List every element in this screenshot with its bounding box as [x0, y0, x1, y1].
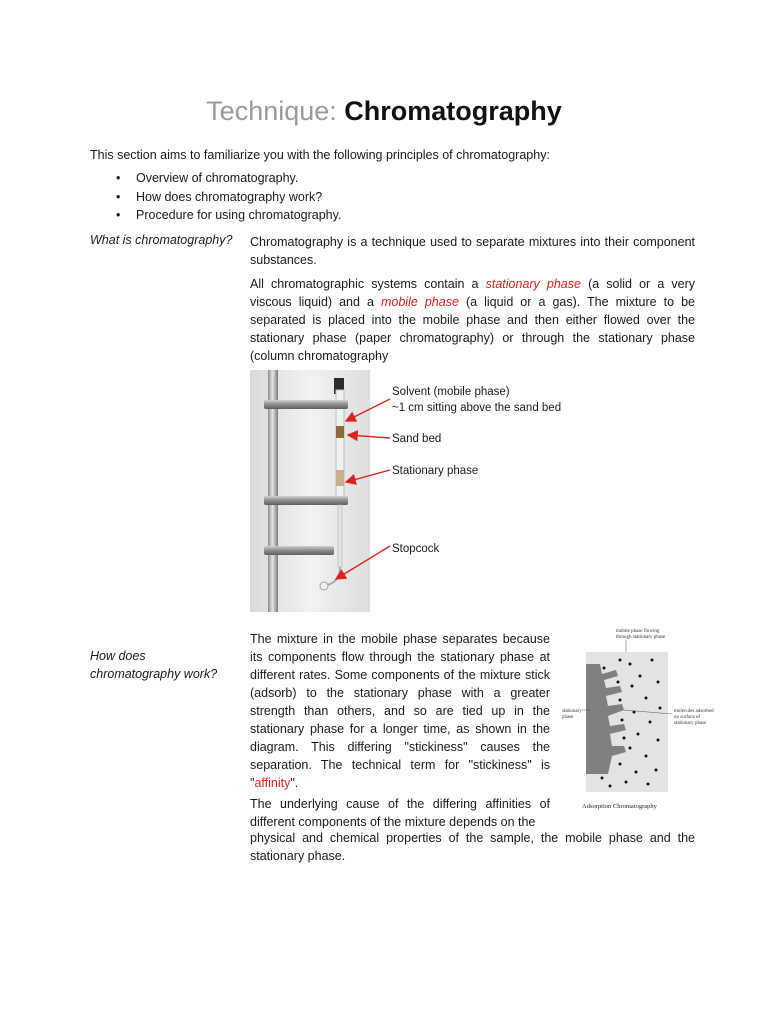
stopcock-tip	[320, 582, 328, 590]
title-main: Chromatography	[344, 96, 562, 126]
callout-solvent	[392, 384, 561, 416]
intro-bullet-list	[112, 169, 341, 225]
text-run: The mixture in the mobile phase separates because its components flow through the stationary phase at different rates. Some components of the mixture stick (adsorb) to the stationary phase with a greater strength than others, and so are tied up in the stationary phase for a longer time, as shown in the diagram. This differing "stickiness" causes the separation. The technical term for "stickiness" is "	[250, 632, 550, 790]
diagram-label-right-1: molecules adsorbed	[674, 709, 714, 714]
diagram-label-right-2: on surface of	[674, 715, 701, 720]
arrow-solvent	[346, 399, 390, 421]
text-run: (a liquid or a gas). The mixture to be separated is placed into the mobile phase and then either flowed over the stationary phase (paper chromatography) or through the stationary phase (column chromatography	[250, 295, 695, 363]
list-item: • Overview of chromatography.	[112, 169, 341, 188]
side-label-line2: chromatography work?	[90, 666, 218, 681]
diagram-caption: Adsorption Chromatography	[582, 803, 657, 810]
paragraph-phases	[250, 275, 695, 365]
arrow-sand-bed	[348, 435, 390, 438]
paragraph-separation	[250, 630, 550, 792]
diagram-label-left-1: stationary	[562, 709, 582, 714]
paragraph-affinity-cause-1: The underlying cause of the differing affinities of different components of the mixture depends on the	[250, 797, 550, 829]
text-run: ".	[290, 776, 299, 790]
clamp-bottom	[264, 546, 334, 555]
side-label-how-does	[90, 648, 217, 683]
adsorption-diagram	[560, 624, 714, 814]
list-item: • Procedure for using chromatography.	[112, 206, 341, 225]
title-prefix: Technique:	[206, 96, 345, 126]
page-title	[0, 96, 768, 127]
term-stationary-phase: stationary phase	[485, 277, 581, 291]
paragraph-affinity-cause-2: physical and chemical properties of the sample, the mobile phase and the stationary phase.	[250, 831, 695, 863]
list-item: • How does chromatography work?	[112, 188, 341, 207]
text-run: All chromatographic systems contain a	[250, 277, 486, 291]
callout-solvent-line1: Solvent (mobile phase)	[392, 386, 510, 398]
paragraph-definition: Chromatography is a technique used to separate mixtures into their component substances.	[250, 235, 695, 267]
diagram-label-top-2: through stationary phase	[616, 635, 666, 640]
callout-solvent-line2: ~1 cm sitting above the sand bed	[392, 402, 562, 414]
side-label-what-is: What is chromatography?	[90, 233, 233, 247]
arrow-stationary	[346, 470, 390, 482]
term-affinity: affinity	[254, 776, 291, 790]
arrow-stopcock	[336, 546, 390, 579]
intro-text: This section aims to familiarize you with the following principles of chromatography:	[90, 148, 550, 162]
diagram-label-top-1: mobile phase flowing	[616, 629, 660, 634]
diagram-label-left-2: phase	[562, 715, 574, 720]
callout-stopcock: Stopcock	[392, 543, 440, 555]
callout-arrows	[330, 380, 400, 590]
callout-stationary-phase: Stationary phase	[392, 465, 479, 477]
callout-sand-bed: Sand bed	[392, 433, 442, 445]
side-label-line1: How does	[90, 649, 146, 663]
diagram-label-right-3: stationary phase	[674, 721, 707, 726]
term-mobile-phase: mobile phase	[380, 295, 459, 309]
text-run: (a solid or a very viscous liquid) and a	[250, 277, 695, 309]
